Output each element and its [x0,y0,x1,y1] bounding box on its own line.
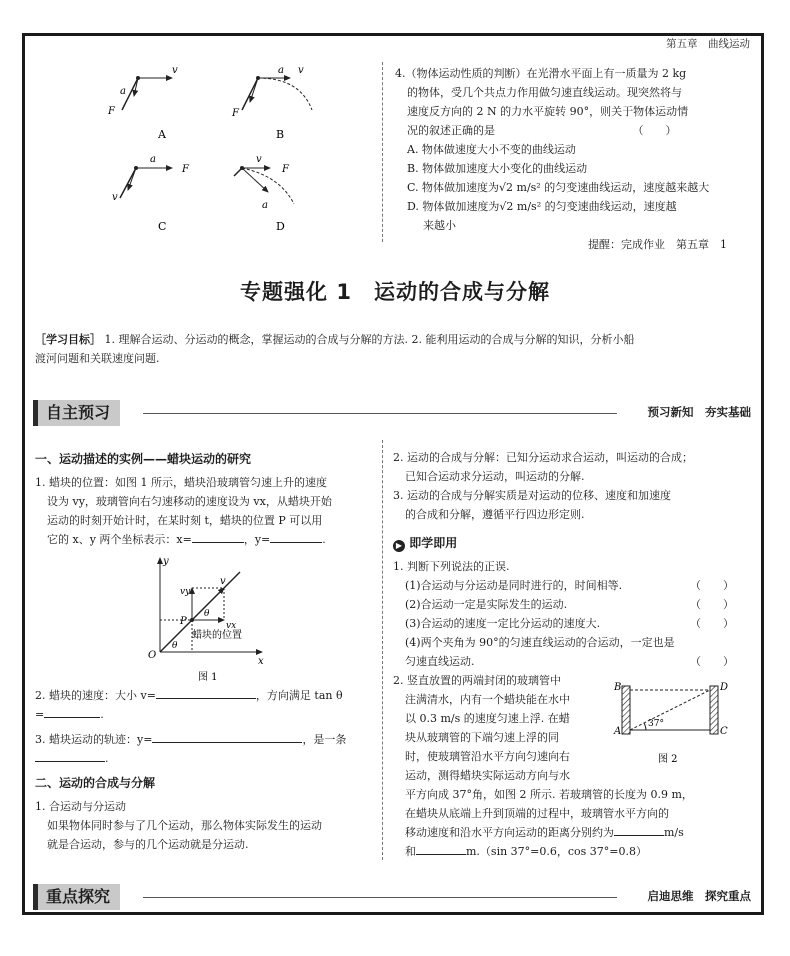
question-4 [395,64,735,254]
fig-d-v: v [256,154,262,165]
figure-d [234,154,294,233]
fig-b-label: B [276,128,285,141]
p2-b: ，方向满足 tan θ [255,689,343,702]
p4-line: 如果物体同时参与了几个运动，那么物体实际发生的运动 [47,819,322,832]
fig-d-f: F [282,164,289,175]
fig1-o: O [148,650,157,661]
tan-blank [44,705,100,718]
fig-d-a: a [262,200,268,211]
banner-preview [33,400,757,426]
p1-line: 设为 vy，玻璃管向右匀速移动的速度设为 vx，从蜡块开始 [47,495,332,508]
fig2-c: C [720,726,728,737]
motion-figures [90,58,340,238]
play-icon: ▶ [393,540,405,552]
fig2-caption: 图 2 [658,754,678,765]
q4-line: 4.（物体运动性质的判断）在光滑水平面上有一质量为 2 kg [395,67,687,80]
page-title: 专题强化 1 运动的合成与分解 [240,280,550,304]
judge-item-2: (2)合运动一定是实际发生的运动. [405,598,568,611]
fig1-vx: vx [226,621,237,631]
fig-a-f: F [108,106,115,117]
figure-b [231,65,312,141]
speed-blank [156,686,256,699]
left-column: 一、运动描述的实例——蜡块运动的研究 1. 蜡块的位置：如图 1 所示，蜡块沿玻璃管匀速上升的速度 设为 vy，玻璃管向右匀速移动的速度设为 vx，从蜡块开始 运动的时刻开始计时，在某时刻 t，蜡块的位置 P 可以用 它的 x、y 两个坐标表示：x= ，y= . [35,450,375,549]
judge-item-1: (1)合运动与分运动是同时进行的，时间相等. [405,579,623,592]
q2-unit-ms: m/s [664,826,684,839]
fig2-angle: 37° [648,719,664,729]
r-p1-line: 的合成和分解，遵循平行四边形定则. [405,508,585,521]
judge-paren-3: （ ） [690,617,734,630]
q4-line: 速度反方向的 2 N 的力水平旋转 90°，则关于物体运动情 [407,105,689,118]
p3-a: 3. 蜡块运动的轨迹：y= [35,733,153,746]
banner-preview-right: 预习新知 夯实基础 [647,405,751,419]
q2-line: 块从玻璃管的下端匀速上浮的同 [405,731,559,744]
fig1-x: x [258,656,264,667]
p4-line: 就是合运动，参与的几个运动就是分运动. [47,838,249,851]
q4-line: 的物体，受几个共点力作用做匀速直线运动。现突然将与 [407,86,682,99]
fig-b-a: a [278,65,284,76]
fig1-theta-2: θ [204,609,210,619]
fig1-theta: θ [172,641,178,651]
banner-preview-tag: 自主预习 [33,400,120,426]
section-1-heading: 一、运动描述的实例——蜡块运动的研究 [35,452,252,466]
banner-explore [33,884,757,910]
goals-label: ［学习目标］ [35,333,101,346]
judge-item-4-cont: 匀速直线运动. [405,655,475,668]
fig1-p: P [180,616,187,627]
judge-item-3: (3)合运动的速度一定比分运动的速度大. [405,617,601,630]
q2-and: 和 [405,845,416,858]
figure-1 [140,552,280,684]
fig1-y: y [163,556,169,567]
trajectory-blank [152,730,302,743]
p3-b: ，是一条 [302,733,347,746]
fig-b-f: F [232,108,239,119]
judge-paren-1: （ ） [690,579,734,592]
q4-option-d: D. 物体做加速度为√2 m/s² 的匀变速曲线运动，速度越 [407,200,677,213]
speed-answer-blank [614,823,664,836]
q2-tail: m.（sin 37°=0.6，cos 37°=0.8） [466,845,648,858]
reminder: 提醒：完成作业 第五章 1 [588,238,727,251]
figure-a [107,65,178,141]
goals-line1: 1. 理解合运动、分运动的概念，掌握运动的合成与分解的方法. 2. 能利用运动的合成与分解的知识，分析小船 [104,333,635,346]
q2-line: 时，使玻璃管沿水平方向匀速向右 [405,750,570,763]
judge-paren-4: （ ） [690,655,734,668]
fig1-vy: vy [180,587,191,597]
p1-line: 运动的时刻开始计时，在某时刻 t，蜡块的位置 P 可以用 [47,514,323,527]
p4-line: 1. 合运动与分运动 [35,800,126,813]
banner-line [143,897,617,898]
p2-c: = [35,708,45,721]
subsection-heading [393,534,738,553]
fig-b-v: v [298,65,304,76]
top-column-separator [382,62,383,242]
section-2-heading: 二、运动的合成与分解 [35,776,156,790]
distance-answer-blank [416,842,466,855]
q4-option-b: B. 物体做加速度大小变化的曲线运动 [407,162,588,175]
goals-line2: 渡河问题和关联速度问题. [35,352,160,365]
judge-item-4: (4)两个夹角为 90°的匀速直线运动的合运动，一定也是 [405,636,675,649]
r-p1-line: 3. 运动的合成与分解实质是对运动的位移、速度和加速度 [393,489,671,502]
judge-title: 1. 判断下列说法的正误. [393,560,510,573]
learning-goals [35,330,755,368]
q2-line: 注满清水，内有一个蜡块能在水中 [405,693,570,706]
q4-option-c: C. 物体做加速度为√2 m/s² 的匀变速曲线运动，速度越来越大 [407,181,710,194]
y-blank [270,530,322,543]
x-blank [192,530,244,543]
q2-line: 平方向成 37°角，如图 2 所示. 若玻璃管的长度为 0.9 m， [405,788,693,801]
q2-line: 运动，测得蜡块实际运动方向与水 [405,769,570,782]
fig-c-v: v [112,192,118,203]
banner-line [143,413,617,414]
fig2-d: D [720,682,729,693]
banner-explore-tag: 重点探究 [33,884,120,910]
fig-a-v: v [172,65,178,76]
r-p1-line: 已知合运动求分运动，叫运动的分解. [405,470,585,483]
figure-c [112,154,190,233]
fig1-caption: 图 1 [198,672,218,683]
trajectory-type-blank [35,749,105,762]
fig2-a: A [614,726,622,737]
column-separator [382,440,383,860]
right-column [393,448,738,861]
fig-a-label: A [158,128,166,141]
banner-explore-right: 启迪思维 探究重点 [647,889,751,903]
judge-paren-2: （ ） [690,598,734,611]
chapter-header: 第五章 曲线运动 [666,38,750,50]
fig1-label: 蜡块的位置 [192,630,242,641]
q2-line: 移动速度和沿水平方向运动的距离分别约为 [405,826,614,839]
q2-line: 2. 竖直放置的两端封闭的玻璃管中 [393,674,561,687]
p2-a: 2. 蜡块的速度：大小 v= [35,689,156,702]
fig2-b: B [614,682,622,693]
q4-option-a: A. 物体做速度大小不变的曲线运动 [407,143,576,156]
p1-line: 它的 x、y 两个坐标表示：x= [47,533,192,546]
q2-line: 在蜡块从底端上升到顶端的过程中，玻璃管水平方向的 [405,807,669,820]
p1-line: ，y= [243,533,271,546]
q4-line: 况的叙述正确的是 （ ） [407,124,677,137]
subsection-label: 即学即用 [409,536,458,550]
left-column-lower: 2. 蜡块的速度：大小 v= ，方向满足 tan θ = . 3. 蜡块运动的轨迹：y= ，是一条 . 二、运动的合成与分解 1. 合运动与分运动 如果物体同时参与了几个运动，那么物体实际发生的运动 就是合运动，参与的几个运动就是分运动. [35,686,375,854]
r-p1-line: 2. 运动的合成与分解：已知分运动求合运动，叫运动的合成； [393,451,693,464]
fig-c-label: C [158,220,167,233]
fig-d-label: D [276,220,285,233]
q4-option-d-cont: 来越小 [423,219,456,232]
fig-a-a: a [120,86,126,97]
figure-2 [612,676,737,768]
q2-line: 以 0.3 m/s 的速度匀速上浮. 在蜡 [405,712,570,725]
fig-c-f: F [182,164,189,175]
fig1-v: v [220,576,226,587]
fig-c-a: a [150,154,156,165]
p1-line: 1. 蜡块的位置：如图 1 所示，蜡块沿玻璃管匀速上升的速度 [35,476,327,489]
